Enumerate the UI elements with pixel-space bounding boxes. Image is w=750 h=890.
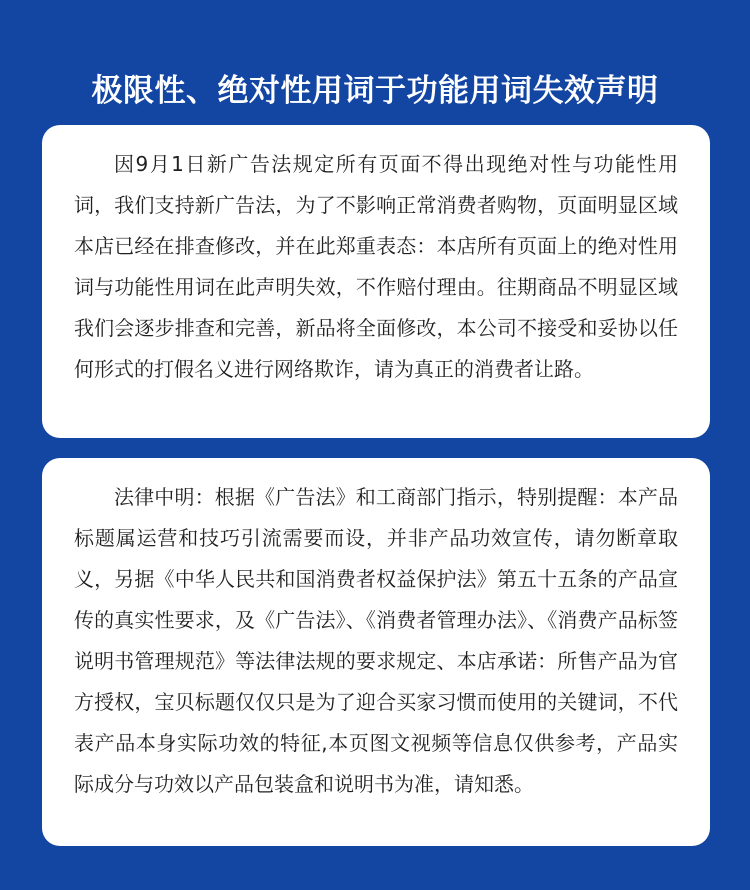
legal-paragraph: 法律中明：根据《广告法》和工商部门指示，特别提醒：本产品标题属运营和技巧引流需要而设，并非产品功效宣传，请勿断章取义，另据《中华人民共和国消费者权益保护法》第五十五条的产品宣传的真实性要求，及《广告法》、《消费者管理办法》、《消费产品标签说明书管理规范》等法律法规的要求规定、本店承诺：所售产品为官方授权，宝贝标题仅仅只是为了迎合买家习惯而使用的关键词，不代表产品本身实际功效的特征,本页图文视频等信息仅供参考，产品实际成分与功效以产品包装盒和说明书为准，请知悉。 <box>74 485 678 796</box>
notice-card <box>42 125 710 438</box>
notice-paragraph: 因9月1日新广告法规定所有页面不得出现绝对性与功能性用词，我们支持新广告法，为了不影响正常消费者购物，页面明显区域本店已经在排查修改，并在此郑重表态：本店所有页面上的绝对性用词与功能性用词在此声明失效，不作赔付理由。往期商品不明显区域我们会逐步排查和完善，新品将全面修改，本公司不接受和妥协以任何形式的打假名义进行网络欺诈，请为真正的消费者让路。 <box>74 152 678 381</box>
page-title: 极限性、绝对性用词于功能用词失效声明 <box>91 72 659 109</box>
legal-card <box>42 458 710 846</box>
